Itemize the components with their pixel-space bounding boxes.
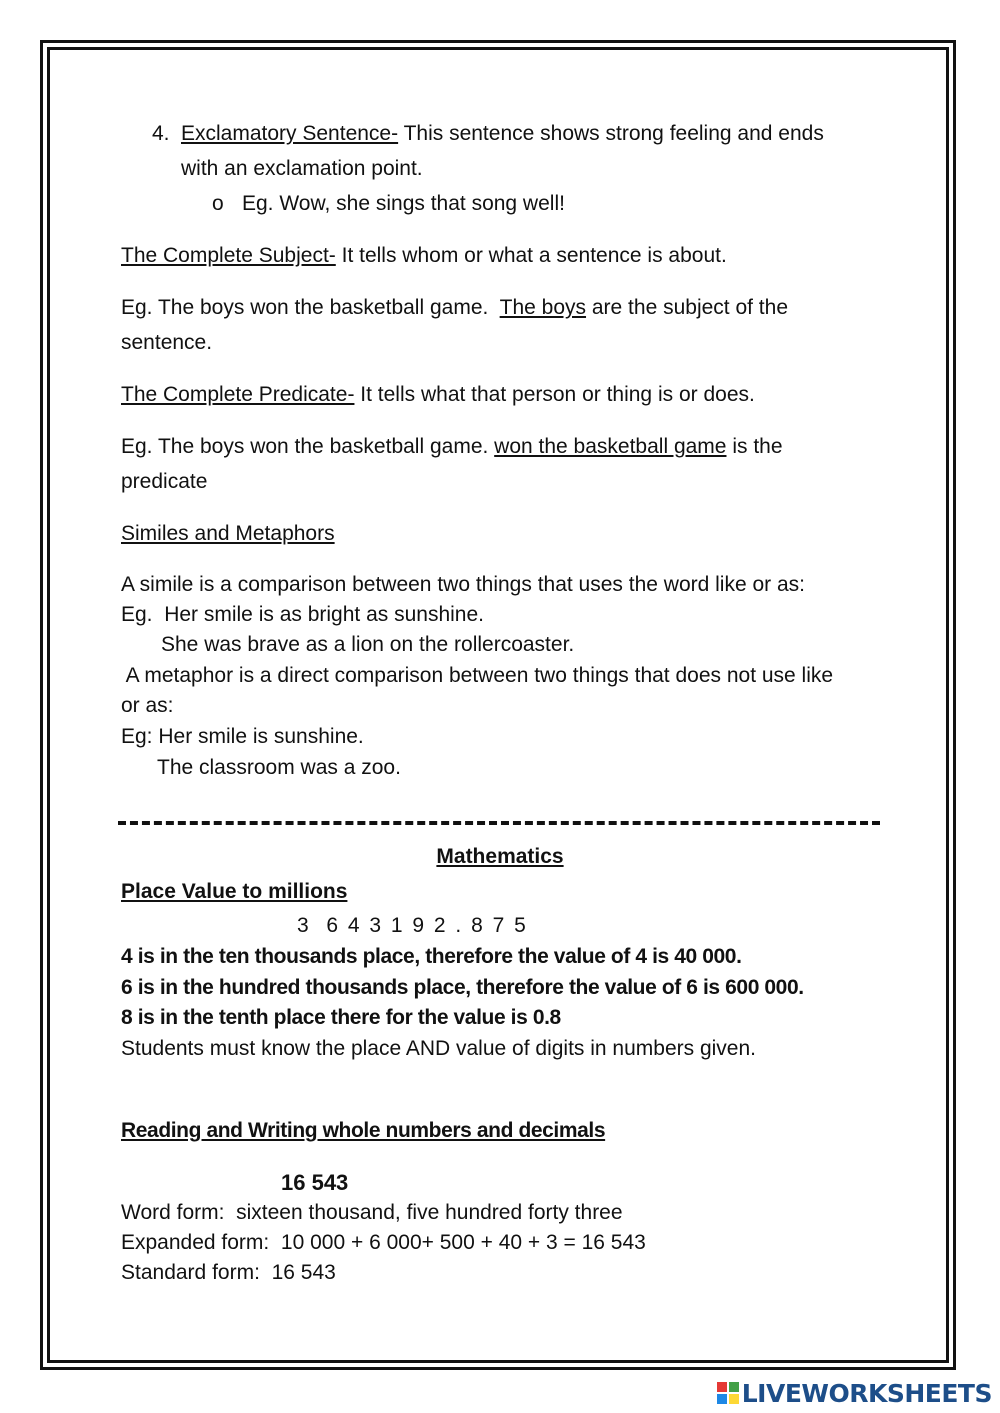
exclamatory-example: Eg. Wow, she sings that song well! — [242, 192, 565, 215]
predicate-example-pre: Eg. The boys won the basketball game. — [121, 435, 495, 458]
expanded-form: Expanded form: 10 000 + 6 000+ 500 + 40 + 3 = 16 543 — [121, 1231, 646, 1254]
metaphor-definition-line1: A metaphor is a direct comparison between two things that does not use like — [121, 664, 834, 687]
predicate-example-line1 — [121, 432, 783, 462]
simile-example-2: She was brave as a lion on the rollercoaster. — [161, 633, 575, 656]
reading-writing-number: 16 543 — [281, 1170, 349, 1195]
math-title: Mathematics — [436, 845, 564, 868]
subject-example-pre: Eg. The boys won the basketball game. — [121, 296, 500, 319]
place-value-line-2: 6 is in the hundred thousands place, therefore the value of 6 is 600 000. — [121, 976, 804, 999]
place-value-note: Students must know the place AND value of digits in numbers given. — [121, 1037, 757, 1060]
exclamatory-term: Exclamatory Sentence- — [181, 122, 399, 145]
section-divider — [118, 821, 880, 825]
logo-text: LIVEWORKSHEETS — [741, 1378, 992, 1408]
simile-definition: A simile is a comparison between two things that uses the word like or as: — [121, 573, 805, 596]
exclamatory-desc: This sentence shows strong feeling and ends — [398, 122, 824, 145]
exclamatory-definition-line1 — [181, 119, 824, 149]
metaphor-example-1: Eg: Her smile is sunshine. — [121, 725, 364, 748]
subject-example-line2: sentence. — [121, 331, 213, 354]
subject-desc: It tells whom or what a sentence is about. — [335, 244, 727, 267]
liveworksheets-logo[interactable] — [717, 1378, 992, 1408]
place-value-line-1: 4 is in the ten thousands place, therefore the value of 4 is 40 000. — [121, 945, 742, 968]
exclamatory-definition-line2: with an exclamation point. — [181, 157, 423, 180]
subject-term: The Complete Subject- — [121, 244, 336, 267]
reading-writing-heading: Reading and Writing whole numbers and decimals — [121, 1119, 606, 1142]
subject-example-underlined: The boys — [499, 296, 587, 319]
predicate-example-line2: predicate — [121, 470, 208, 493]
simile-example-1: Eg. Her smile is as bright as sunshine. — [121, 603, 484, 626]
word-form: Word form: sixteen thousand, five hundred forty three — [121, 1201, 623, 1224]
predicate-definition — [121, 380, 755, 410]
standard-form: Standard form: 16 543 — [121, 1261, 336, 1284]
bullet-icon: o — [212, 192, 224, 215]
place-value-heading: Place Value to millions — [121, 880, 348, 903]
place-value-number: 3 6 4 3 1 9 2 . 8 7 5 — [297, 914, 528, 937]
subject-example-line1 — [121, 293, 788, 323]
metaphor-definition-line2: or as: — [121, 694, 174, 717]
predicate-desc: It tells what that person or thing is or does. — [354, 383, 755, 406]
place-value-line-3: 8 is in the tenth place there for the value is 0.8 — [121, 1006, 561, 1029]
similes-heading: Similes and Metaphors — [121, 522, 335, 545]
logo-squares-icon — [717, 1382, 739, 1404]
list-number: 4. — [152, 122, 170, 145]
subject-example-post: are the subject of the — [586, 296, 788, 319]
predicate-term: The Complete Predicate- — [121, 383, 355, 406]
metaphor-example-2: The classroom was a zoo. — [157, 756, 401, 779]
predicate-example-underlined: won the basketball game — [494, 435, 727, 458]
predicate-example-post: is the — [726, 435, 783, 458]
subject-definition — [121, 241, 727, 271]
